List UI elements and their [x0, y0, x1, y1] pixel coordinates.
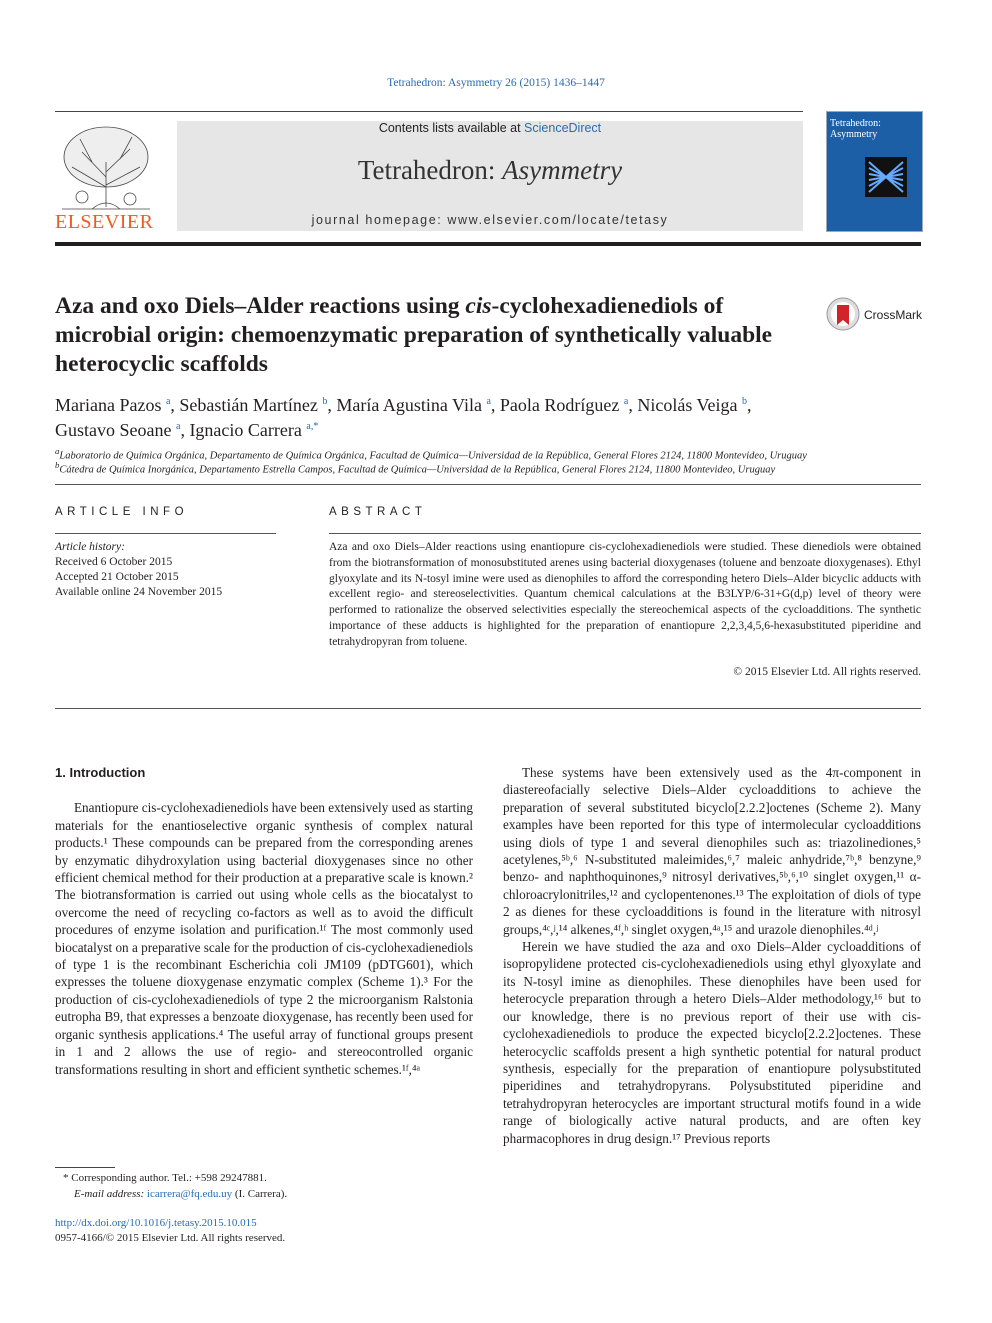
abstract-bottom-rule [55, 708, 921, 709]
article-title: Aza and oxo Diels–Alder reactions using cis-cyclohexadienediols of microbial origin: chemoenzymatic preparation of synthetically valuable heterocyclic scaffolds [55, 293, 773, 377]
crossmark-label[interactable]: CrossMark [864, 308, 923, 322]
body-right-column [503, 764, 921, 1147]
author-name: Nicolás Veiga [637, 395, 738, 415]
crossmark-icon[interactable] [826, 297, 860, 331]
article-info-heading: ARTICLE INFO [55, 506, 189, 518]
author-list: Mariana Pazos $^a$, Sebastián Martínez $^b$, María Agustina Vila $^a$, Paola Rodríguez $^a$, Nicolás Veiga $^b$, Gustavo Seoane $^a$, Ignacio Carrera $^{a,*}$ [55, 395, 752, 440]
history-label: Article history: [55, 541, 125, 553]
header-top-rule [55, 111, 803, 112]
intro-heading: 1. Introduction [55, 765, 146, 780]
affiliation-mark: a [55, 446, 60, 456]
received-date: Received 6 October 2015 [55, 556, 173, 568]
elsevier-wordmark: ELSEVIER [55, 211, 154, 233]
author-affil-mark[interactable]: b [322, 396, 328, 407]
email-note [55, 1187, 494, 1202]
journal-citation[interactable]: Tetrahedron: Asymmetry 26 (2015) 1436–1447 [387, 77, 605, 89]
doi-text[interactable]: http://dx.doi.org/10.1016/j.tetasy.2015.10.015 [55, 1217, 257, 1229]
email-label: E-mail address: [74, 1188, 147, 1200]
author-name: Ignacio Carrera [189, 420, 302, 440]
author-affil-mark[interactable]: b [742, 396, 748, 407]
author-affil-mark[interactable]: a [165, 396, 171, 407]
header-thick-rule [55, 242, 921, 246]
author-name: Paola Rodríguez [499, 395, 620, 415]
affiliation-text: Cátedra de Química Inorgánica, Departamento Estrella Campos, Facultad de Química—Universidad de la República, General Flores 2124, 11800 Montevideo, Uruguay [59, 464, 776, 476]
contents-line [177, 121, 803, 135]
author-affil-mark[interactable]: a [486, 396, 491, 407]
affiliation-text: Laboratorio de Química Orgánica, Departamento de Química Orgánica, Facultad de Química—Universidad de la República, General Flores 2124, 11800 Montevideo, Uruguay [59, 450, 807, 462]
body-left-column [55, 764, 473, 1078]
author-affil-mark[interactable]: a [623, 396, 629, 407]
cover-title: Tetrahedron: Asymmetry [830, 118, 881, 140]
intro-paragraph-2: These systems have been extensively used as the 4π-component in diastereofacially selective Diels–Alder cycloadditions to achieve the preparation of several substituted bicyclo[2.2.2]octenes (Scheme 2). Many examples have been reported for this type of intermolecular cycloadditions using diols of type 1 and several dienophiles such as: triazolinediones,⁵ acetylenes,⁵ᵇ,⁶ N-substituted maleimides,⁶,⁷ maleic anhydride,⁷ᵇ,⁸ benzyne,⁹ benzo- and naphthoquinones,⁹ nitrosyl derivatives,⁵ᵇ,⁶,¹⁰ singlet oxygen,¹¹ α-chloroacrylonitriles,¹² and cyclopentenones.¹³ The exploitation of diols of type 2 as dienes for these cycloadditions is found in the literature with nitrosyl groups,⁴ᶜ,ʲ,¹⁴ alkenes,⁴ᶠ,ʰ singlet oxygen,⁴ᵃ,¹⁵ and urazole dienophiles.⁴ᵈ,ʲ [503, 765, 921, 937]
email-suffix: (I. Carrera). [232, 1188, 288, 1200]
author-name: María Agustina Vila [336, 395, 482, 415]
author-name: Mariana Pazos [55, 395, 162, 415]
author-affil-mark[interactable]: a,* [306, 421, 319, 432]
intro-paragraph-1: Enantiopure cis-cyclohexadienediols have been extensively used as starting materials for the enantioselective organic synthesis of complex natural products.¹ These compounds can be prepared from the corresponding arenes by enzymatic dihydroxylation using bacterial dioxygenases since no other efficient chemical method for their production at a preparative scale is known.² The biotransformation is carried out using whole cells as the biocatalyst to overcome the need of recycling co-factors as well as to avoid the difficult procedures of enzyme isolation and purification.¹ᶠ The most commonly used biocatalyst on a preparative scale for the production of cis-cyclohexadienediols of type 1 is the recombinant Escherichia coli JM109 (pDTG601), which expresses the toluene dioxygenase enzymatic complex (Scheme 1).³ For the production of cis-cyclohexadienediols of type 2 the microorganism Ralstonia eutropha B9, that expresses a benzoate dioxygenase, has recently been used for organic synthesis applications.⁴ The useful array of functional groups present in 1 and 2 allows the use of regio- and stereocontrolled organic transformations resulting in short and efficient synthetic schemes.¹ᶠ,⁴ᵃ [55, 800, 473, 1077]
online-date: Available online 24 November 2015 [55, 586, 223, 598]
doi-link[interactable] [55, 1216, 475, 1231]
email-link[interactable]: icarrera@fq.edu.uy [146, 1188, 233, 1200]
affiliation-b [55, 460, 935, 476]
issn-line: 0957-4166/© 2015 Elsevier Ltd. All rights reserved. [55, 1232, 286, 1244]
article-info-rule [55, 533, 276, 534]
accepted-date: Accepted 21 October 2015 [55, 571, 179, 583]
affiliation-rule [55, 484, 921, 485]
author-name: Gustavo Seoane [55, 420, 172, 440]
contents-prefix: Contents lists available at [378, 121, 525, 135]
footnote-rule [55, 1167, 115, 1168]
sciencedirect-link[interactable]: ScienceDirect [524, 121, 602, 135]
abstract-rule [329, 533, 921, 534]
corresponding-author-note: * Corresponding author. Tel.: +598 29247881. [63, 1172, 267, 1184]
abstract-heading: ABSTRACT [329, 506, 427, 518]
abstract-text: Aza and oxo Diels–Alder reactions using enantiopure cis-cyclohexadienediols were studied. These dienediols were obtained from the biotransformation of monosubstituted arenes using bacterial dioxygenases (toluene and benzoate dioxygenases). Ethyl glyoxylate and its N-tosyl imine were used as dienophiles to afford the corresponding hetero Diels–Alder bicyclic adducts with excellent regio- and stereoselectivities. Quantum chemical calculations at the B3LYP/6-31+G(d,p) level of theory were performed to rationalize the observed selectivities especially the stereochemical aspects of the cycloadditions. The synthetic importance of these adducts is highlighted for the preparation of enantiopure 2,2,3,4,5,6-hexasubstituted piperidine and tetrahydropyran from toluene. [329, 541, 921, 648]
author-affil-mark[interactable]: a [175, 421, 181, 432]
affiliation-mark: b [55, 460, 60, 470]
article-history [55, 540, 275, 600]
journal-homepage[interactable]: journal homepage: www.elsevier.com/locate/tetasy [311, 213, 669, 227]
author-name: Sebastián Martínez [179, 395, 318, 415]
journal-name: Tetrahedron: Asymmetry [357, 155, 623, 185]
abstract-copyright: © 2015 Elsevier Ltd. All rights reserved. [733, 666, 921, 678]
intro-paragraph-3: Herein we have studied the aza and oxo Diels–Alder cycloadditions of isopropylidene protected cis-cyclohexadienediols using ethyl glyoxylate and its N-tosyl imine as dienophiles. These dienophiles have been used for heterocycle preparation through a hetero Diels–Alder methodology,¹⁶ but to our knowledge, there is no previous report of their use with cis-cyclohexadienediols to produce the expected bicyclo[2.2.2]octenes. These heterocyclic scaffolds present a high synthetic potential for natural product synthesis, especially for the preparation of enantiopure polysubstituted piperidines and tetrahydropyrans. Polysubstituted piperidine and tetrahydropyran heterocycles are important structural motifs found in a wide range of biologically active natural products, and are often key pharmacophores in drug design.¹⁷ Previous reports [503, 939, 921, 1146]
